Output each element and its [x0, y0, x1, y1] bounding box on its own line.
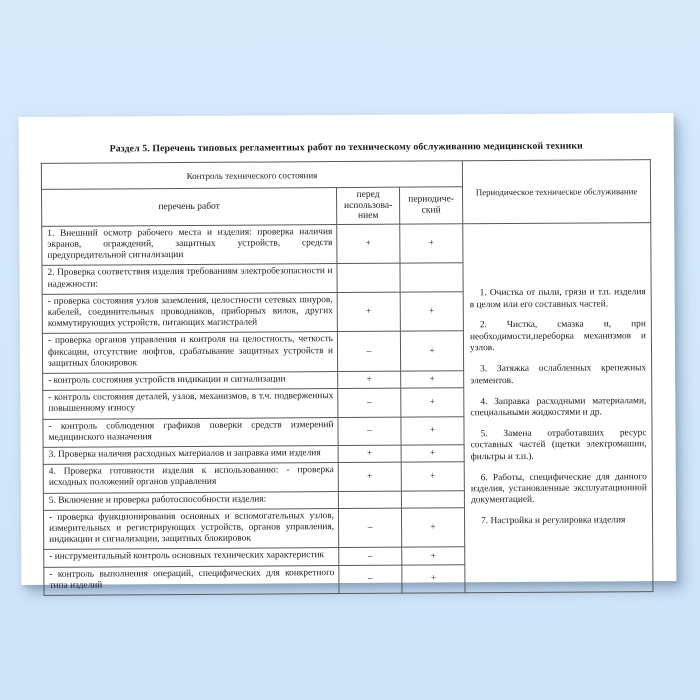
mark-cell-periodic: +	[402, 564, 465, 593]
work-cell: - контроль состояния деталей, узлов, механизмов, в т.ч. подверженных повышенному износу	[43, 389, 338, 419]
header-row-group	[41, 160, 650, 190]
page-title: Раздел 5. Перечень типовых регламентных работ по техническому обслуживанию медицинской техники	[109, 140, 583, 155]
maintenance-cell	[463, 222, 653, 592]
work-cell: 4. Проверка готовности изделия к использованию: - проверка исходных положений органов управления	[43, 463, 338, 493]
col-header-before-use: перед использова- нием	[337, 187, 400, 224]
table-row	[42, 222, 651, 265]
mark-cell-before: –	[339, 565, 402, 594]
mark-cell-periodic	[400, 263, 463, 292]
mark-cell-before: +	[337, 224, 400, 264]
work-cell: - проверка функционирования основных и вспомогательных узлов, измерительных и регистрирующих устройств, органов управления, индикации и сигнализации, защитных блокировок	[43, 508, 338, 549]
work-cell: - проверка органов управления и контроля на целостность, четкость фиксации, отсутствие люфтов, срабатывание защитных устройств и защитных блокировок	[42, 332, 337, 373]
mark-cell-periodic: +	[401, 416, 464, 445]
mark-cell-before: –	[338, 388, 401, 417]
mark-cell-before: –	[337, 332, 400, 372]
maintenance-item: 5. Замена отработавших ресурс составных частей (щетки электромашин, фильтры и т.п.).	[470, 428, 647, 462]
mark-cell-before: +	[338, 371, 401, 389]
document-page	[19, 113, 677, 591]
mark-cell-periodic	[401, 490, 464, 508]
maintenance-item: 1. Очистка от пыли, грязи и т.п. изделия в целом или его составных частей.	[469, 287, 646, 310]
maintenance-item: 3. Затяжка ослабленных крепежных элементов.	[470, 363, 647, 386]
mark-cell-periodic: +	[400, 292, 463, 332]
mark-cell-periodic: +	[401, 508, 464, 548]
mark-cell-before: +	[338, 462, 401, 491]
work-cell: 3. Проверка наличия расходных материалов и заправка ими изделия	[43, 446, 338, 465]
maintenance-item: 7. Настройка и регулировка изделия	[481, 515, 626, 527]
mark-cell-before: –	[338, 508, 401, 548]
work-cell: - контроль выполнения операций, специфических для конкретного типа изделий	[44, 565, 339, 595]
mark-cell-before: –	[339, 548, 402, 566]
work-cell: - контроль состояния устройств индикации и сигнализации	[43, 372, 338, 391]
work-cell: - контроль соблюдения графиков поверки средств измерений медицинского назначения	[43, 417, 338, 447]
maintenance-works-table	[41, 159, 654, 596]
work-cell: 5. Включение и проверка работоспособности изделия:	[43, 491, 338, 510]
work-cell: - инструментальный контроль основных технических характеристик	[44, 548, 339, 567]
col-header-periodic: периодиче- ский	[400, 187, 463, 224]
col-header-works: перечень работ	[42, 188, 337, 227]
maintenance-item: 6. Работы, специфические для данного изделия, установленные эксплуатационной документацией.	[470, 471, 647, 506]
mark-cell-periodic: +	[401, 462, 464, 491]
maintenance-item: 4. Заправка расходными материалами, специальными жидкостями и др.	[470, 395, 647, 419]
mark-cell-periodic: +	[401, 445, 464, 463]
col-header-maintenance: Периодическое техническое обслуживание	[462, 160, 650, 224]
mark-cell-before: +	[338, 445, 401, 463]
work-cell: 1. Внешний осмотр рабочего места и изделия: проверка наличия экранов, ограждений, защитных устройств, средств предупредительной сигнализации	[42, 224, 337, 265]
mark-cell-before	[337, 264, 400, 293]
mark-cell-before	[338, 491, 401, 509]
group-header-control: Контроль технического состояния	[41, 161, 462, 190]
mark-cell-periodic: +	[401, 371, 464, 389]
mark-cell-periodic: +	[402, 547, 465, 565]
mark-cell-periodic: +	[401, 388, 464, 417]
maintenance-item: 2. Чистка, смазка и, при необходимости,переборка механизмов и узлов.	[469, 319, 646, 354]
work-cell: - проверка состояния узлов заземления, целостности сетевых шнуров, кабелей, соединительных проводников, приборных вилок, других коммутирующих устройств, питающих магистралей	[42, 292, 337, 333]
work-cell: 2. Проверка соответствия изделия требованиям электробезопасности и надежности:	[42, 264, 337, 294]
mark-cell-periodic: +	[400, 331, 463, 371]
mark-cell-before: –	[338, 417, 401, 446]
mark-cell-before: +	[337, 292, 400, 332]
mark-cell-periodic: +	[400, 224, 463, 264]
